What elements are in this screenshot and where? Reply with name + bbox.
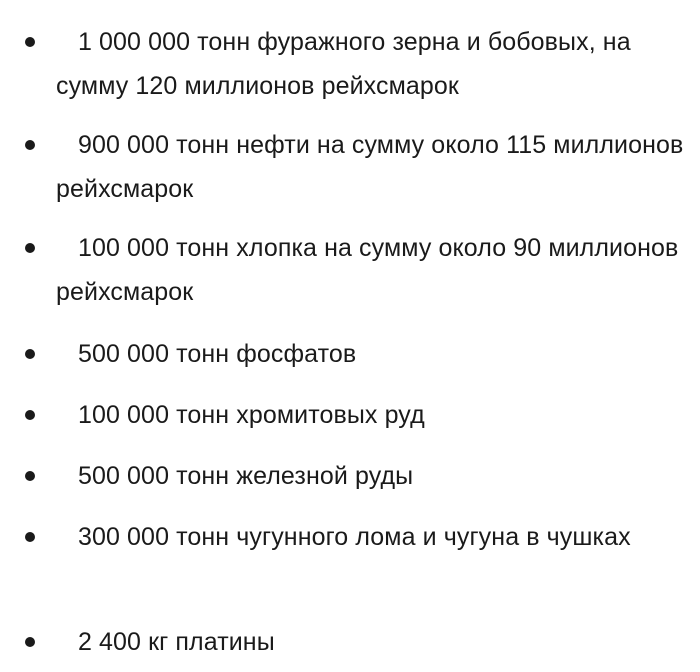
bullet-icon [25, 410, 35, 420]
list-item-text: 100 000 тонн хромитовых руд [78, 401, 425, 429]
bullet-icon [25, 471, 35, 481]
bullet-icon [25, 637, 35, 647]
list-item-text: 500 000 тонн фосфатов [78, 340, 357, 368]
bullet-icon [25, 140, 35, 150]
list-item-text: 100 000 тонн хлопка на сумму около 90 миллионов рейхсмарок [56, 234, 679, 306]
bullet-icon [25, 349, 35, 359]
list-item-text: 500 000 тонн железной руды [78, 462, 414, 490]
list-item-text: 1 000 000 тонн фуражного зерна и бобовых, на сумму 120 миллионов рейхсмарок [56, 28, 631, 100]
bullet-icon [25, 37, 35, 47]
bullet-icon [25, 532, 35, 542]
bullet-icon [25, 243, 35, 253]
list-item-text: 900 000 тонн нефти на сумму около 115 миллионов рейхсмарок [56, 131, 684, 203]
list-item-text: 300 000 тонн чугунного лома и чугуна в чушках [78, 523, 631, 551]
list-item-text: 2 400 кг платины [78, 628, 275, 656]
